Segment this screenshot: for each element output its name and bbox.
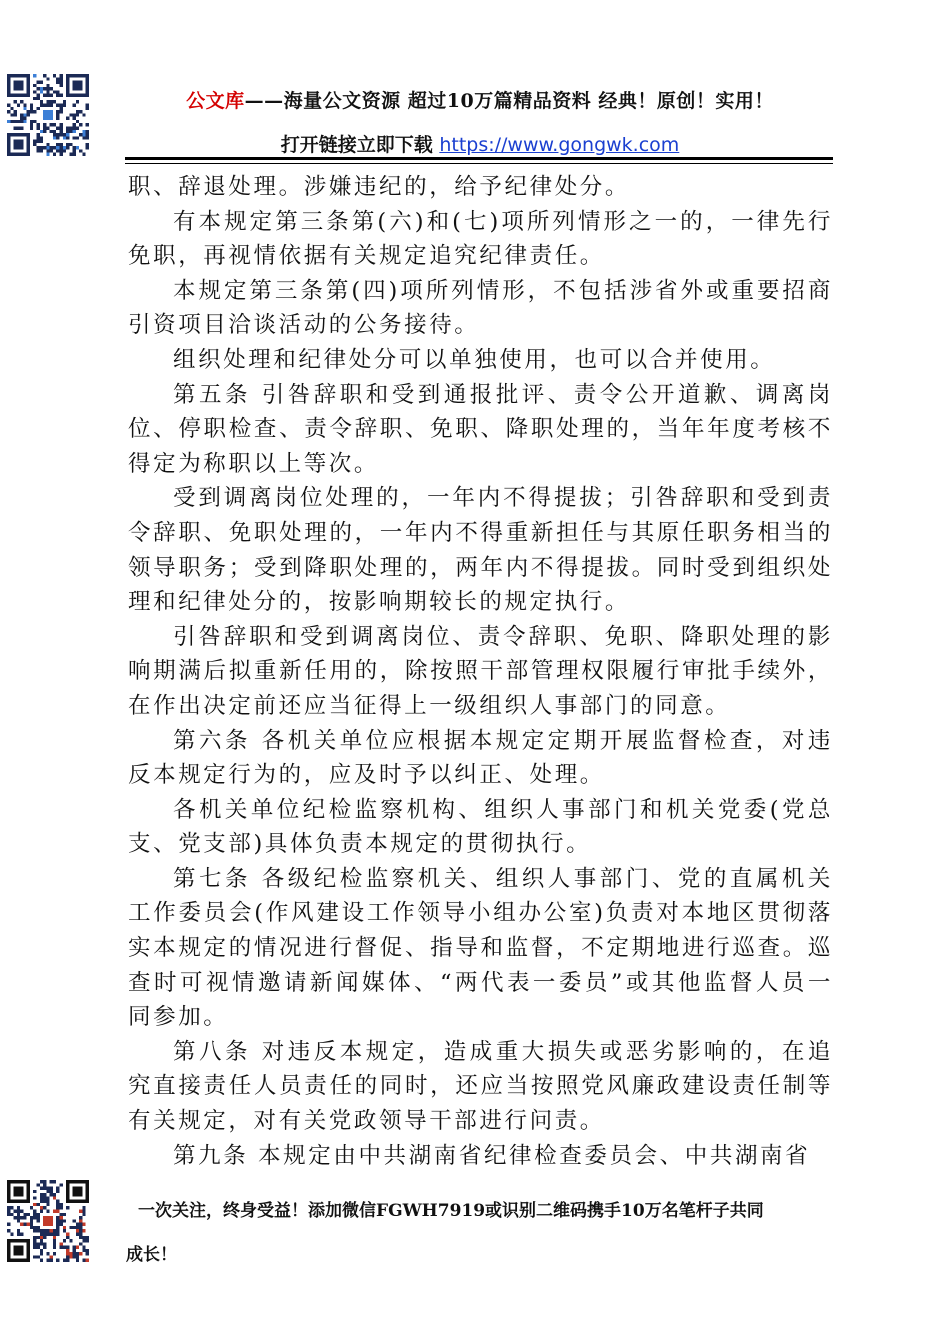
paragraph: 各机关单位纪检监察机构、组织人事部门和机关党委(党总支、党支部)具体负责本规定的贯彻执行。 <box>128 796 833 858</box>
footer-promo-end: 成长！ <box>126 1245 177 1265</box>
paragraph: 第八条 对违反本规定，造成重大损失或恶劣影响的，在追究直接责任人员责任的同时，还应当按照党风廉政建设责任制等有关规定，对有关党政领导干部进行问责。 <box>128 1038 833 1135</box>
qr-code-graphic-top <box>7 74 89 156</box>
paragraph: 组织处理和纪律处分可以单独使用，也可以合并使用。 <box>173 346 776 373</box>
paragraph: 职、辞退处理。涉嫌违纪的，给予纪律处分。 <box>128 174 631 200</box>
brand-name: 公文库 <box>186 90 245 112</box>
header-tagline: ——海量公文资源 超过10万篇精品资料 经典！原创！实用！ <box>244 90 774 112</box>
paragraph: 本规定第三条第(四)项所列情形，不包括涉省外或重要招商引资项目洽谈活动的公务接待。 <box>128 277 833 339</box>
qr-code-icon <box>7 1180 89 1262</box>
paragraph: 受到调离岗位处理的，一年内不得提拔；引咎辞职和受到责令辞职、免职处理的，一年内不得重新担任与其原任职务相当的领导职务；受到降职处理的，两年内不得提拔。同时受到组织处理和纪律处分的，按影响期较长的规定执行。 <box>128 485 833 616</box>
paragraph: 有本规定第三条第(六)和(七)项所列情形之一的，一律先行免职，再视情依据有关规定追究纪律责任。 <box>128 208 833 270</box>
paragraph: 引咎辞职和受到调离岗位、责令辞职、免职、降职处理的影响期满后拟重新任用的，除按照干部管理权限履行审批手续外，在作出决定前还应当征得上一级组织人事部门的同意。 <box>128 623 833 719</box>
paragraph: 第七条 各级纪检监察机关、组织人事部门、党的直属机关工作委员会(作风建设工作领导小组办公室)负责对本地区贯彻落实本规定的情况进行督促、指导和监督，不定期地进行巡查。巡查时可视情邀请新闻媒体、“两代表一委员”或其他监督人员一同参加。 <box>128 865 833 1031</box>
download-text: 打开链接立即下载 <box>280 134 433 156</box>
paragraph: 第六条 各机关单位应根据本规定定期开展监督检查，对违反本规定行为的，应及时予以纠正、处理。 <box>128 727 833 789</box>
paragraph: 第五条 引咎辞职和受到通报批评、责令公开道歉、调离岗位、停职检查、责令辞职、免职、降职处理的，当年年度考核不得定为称职以上等次。 <box>128 381 833 477</box>
header-divider-thick <box>125 157 833 160</box>
header-divider-thin <box>125 163 833 164</box>
document-body <box>128 170 833 1173</box>
qr-code-graphic-bottom <box>7 1180 89 1262</box>
qr-code-icon <box>7 74 89 156</box>
paragraph: 第九条 本规定由中共湖南省纪律检查委员会、中共湖南省 <box>173 1142 811 1169</box>
header-slogan <box>130 86 830 113</box>
footer-promo: 一次关注，终身受益！添加微信FGWH7919或识别二维码携手10万名笔杆子共同 <box>138 1201 764 1221</box>
header-download <box>130 130 830 157</box>
website-link[interactable]: https://www.gongwk.com <box>439 134 680 156</box>
